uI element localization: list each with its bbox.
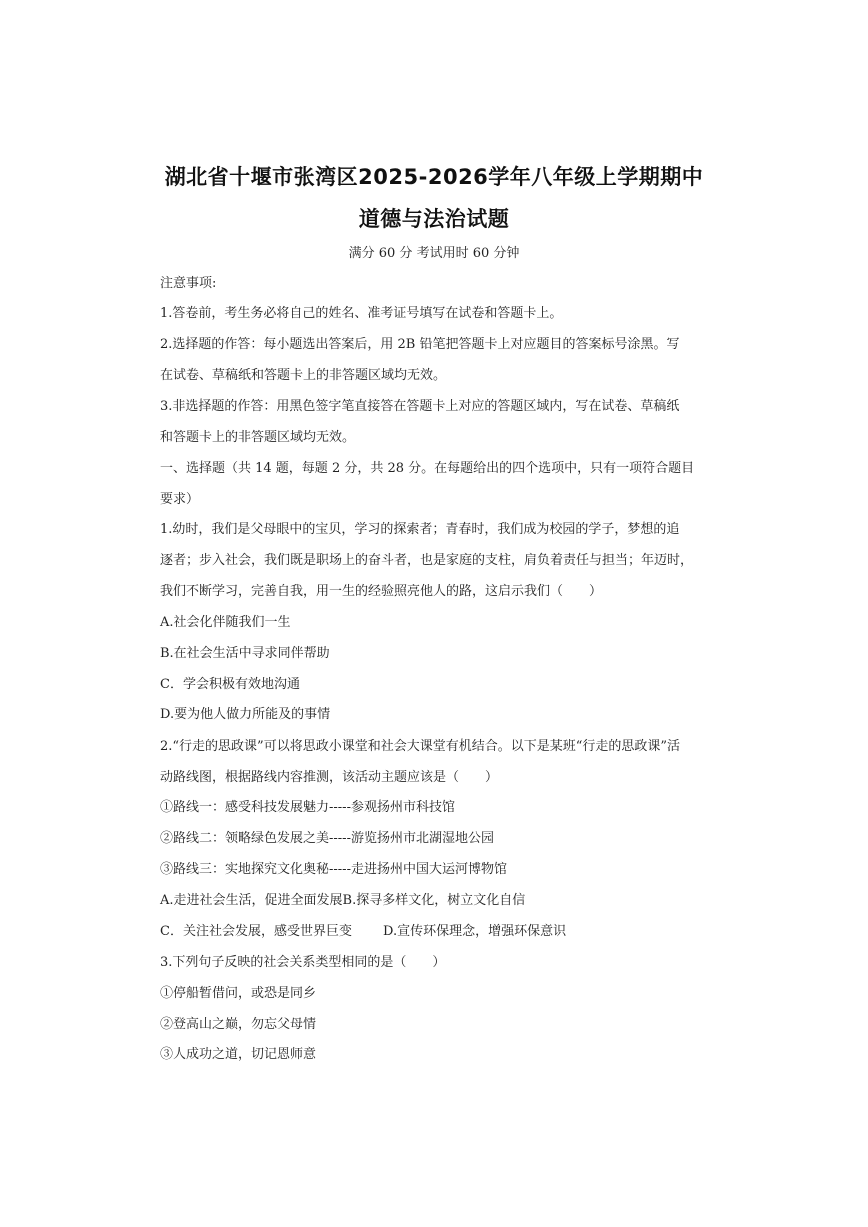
q2-option-d: D.宣传环保理念，增强环保意识 xyxy=(383,924,567,939)
q2-route-3: ③路线三：实地探究文化奥秘-----走进扬州中国大运河博物馆 xyxy=(160,862,507,877)
q1-stem-line2: 逐者；步入社会，我们既是职场上的奋斗者，也是家庭的支柱，肩负着责任与担当；年迈时， xyxy=(160,553,694,568)
notice-item-1: 1.答卷前，考生务必将自己的姓名、准考证号填写在试卷和答题卡上。 xyxy=(160,306,563,321)
q1-option-d: D.要为他人做力所能及的事情 xyxy=(160,707,331,722)
q3-stem: 3.下列句子反映的社会关系类型相同的是（ ） xyxy=(160,955,446,970)
q3-item-2: ②登高山之巅，勿忘父母情 xyxy=(160,1017,317,1032)
q1-stem-line1: 1.幼时，我们是父母眼中的宝贝，学习的探索者；青春时，我们成为校园的学子，梦想的追 xyxy=(160,522,680,537)
section1-heading-line1: 一、选择题（共 14 题，每题 2 分，共 28 分。在每题给出的四个选项中，只有一项符合题目 xyxy=(160,461,695,476)
q2-stem-line2: 动路线图，根据路线内容推测，该活动主题应该是（ ） xyxy=(160,770,499,785)
section1-heading-line2: 要求） xyxy=(160,492,200,507)
exam-info: 满分 60 分 考试用时 60 分钟 xyxy=(348,246,520,261)
notice-heading: 注意事项: xyxy=(160,276,217,291)
exam-title-line2: 道德与法治试题 xyxy=(358,207,510,231)
notice-item-2-line2: 在试卷、草稿纸和答题卡上的非答题区域均无效。 xyxy=(160,368,447,383)
q2-stem-line1: 2.“行走的思政课”可以将思政小课堂和社会大课堂有机结合。以下是某班“行走的思政课”活 xyxy=(160,739,680,754)
notice-item-3-line1: 3.非选择题的作答：用黑色签字笔直接答在答题卡上对应的答题区域内，写在试卷、草稿纸 xyxy=(160,399,680,414)
q1-option-b: B.在社会生活中寻求同伴帮助 xyxy=(160,646,330,661)
q2-route-1: ①路线一：感受科技发展魅力-----参观扬州市科技馆 xyxy=(160,800,455,815)
q1-option-c: C．学会积极有效地沟通 xyxy=(160,677,300,692)
exam-title-line1: 湖北省十堰市张湾区2025-2026学年八年级上学期期中 xyxy=(164,165,704,189)
q2-options-ab: A.走进社会生活，促进全面发展B.探寻多样文化，树立文化自信 xyxy=(160,893,526,908)
q3-item-3: ③人成功之道，切记恩师意 xyxy=(160,1047,317,1062)
notice-item-2-line1: 2.选择题的作答：每小题选出答案后，用 2B 铅笔把答题卡上对应题目的答案标号涂黑。写 xyxy=(160,337,680,352)
q3-item-1: ①停船暂借问，或恐是同乡 xyxy=(160,986,317,1001)
notice-item-3-line2: 和答题卡上的非答题区域均无效。 xyxy=(160,430,356,445)
q1-stem-line3: 我们不断学习，完善自我，用一生的经验照亮他人的路，这启示我们（ ） xyxy=(160,584,603,599)
q2-route-2: ②路线二：领略绿色发展之美-----游览扬州市北湖湿地公园 xyxy=(160,831,494,846)
q1-option-a: A.社会化伴随我们一生 xyxy=(160,615,291,630)
q2-option-c: C．关注社会发展，感受世界巨变 xyxy=(160,924,352,939)
